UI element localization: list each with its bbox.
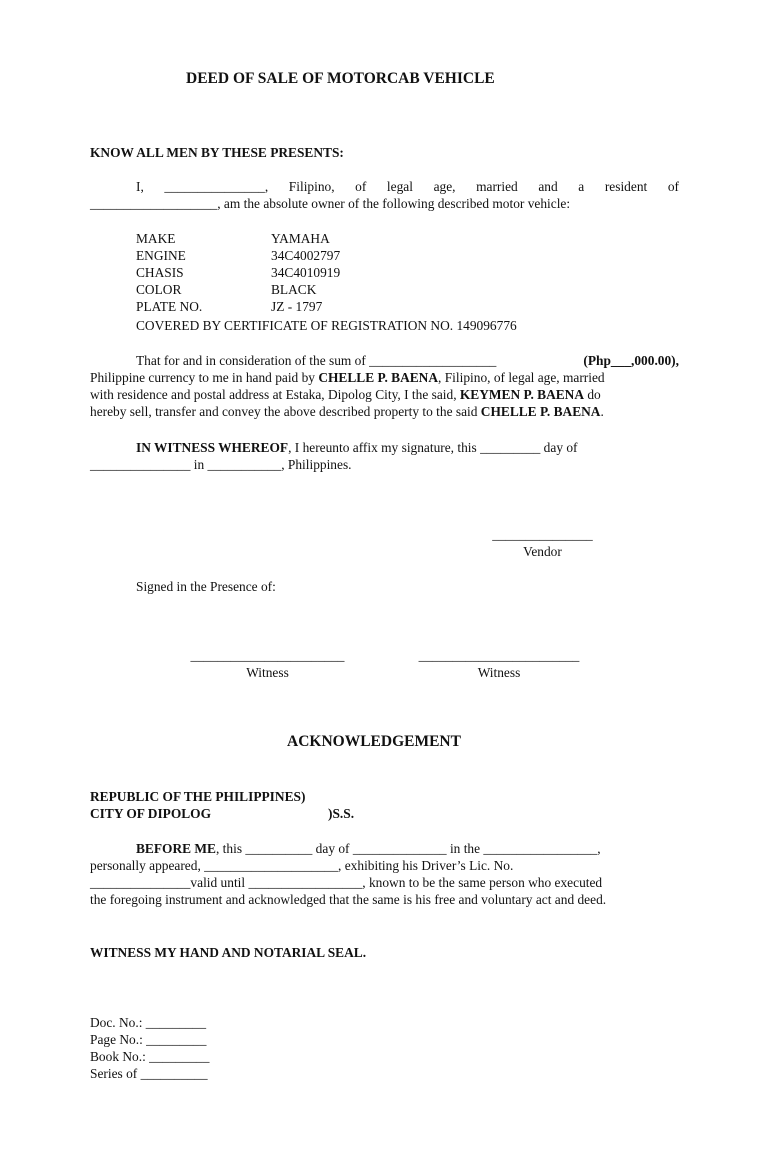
para1-line1: I, _______________, Filipino, of legal age, married and a resident of bbox=[136, 179, 679, 194]
witness-left-label: Witness bbox=[246, 665, 289, 680]
buyer-name: CHELLE P. BAENA bbox=[318, 370, 439, 385]
para2-line4-rest: . bbox=[600, 404, 604, 419]
book-no: Book No.: _________ bbox=[90, 1049, 210, 1064]
para2-line1 bbox=[136, 352, 679, 369]
php-amount: (Php___,000.00), bbox=[583, 353, 679, 368]
para3-line1-rest: , I hereunto affix my signature, this _________ day of bbox=[288, 440, 578, 455]
witness-right-line: ________________________ bbox=[418, 648, 580, 663]
witness-left-line: _______________________ bbox=[190, 648, 345, 663]
spec-value: 34C4010919 bbox=[271, 265, 341, 280]
ack-line2: personally appeared, ____________________, exhibiting his Driver’s Lic. No. bbox=[90, 858, 514, 873]
buyer-name-2: CHELLE P. BAENA bbox=[480, 404, 601, 419]
spec-label: ENGINE bbox=[136, 248, 186, 263]
spec-value: BLACK bbox=[271, 282, 317, 297]
ack-line1 bbox=[136, 840, 601, 857]
para3-line2: _______________ in ___________, Philippines. bbox=[90, 457, 352, 472]
para2-line1-text: That for and in consideration of the sum of ___________________ bbox=[136, 353, 497, 368]
seller-name: KEYMEN P. BAENA bbox=[459, 387, 585, 402]
document-title: DEED OF SALE OF MOTORCAB VEHICLE bbox=[186, 70, 495, 87]
venue-line2 bbox=[90, 805, 355, 822]
para1-line2: ___________________, am the absolute owner of the following described motor vehicle: bbox=[90, 196, 571, 211]
venue-line1: REPUBLIC OF THE PHILIPPINES) bbox=[90, 789, 306, 804]
in-witness-whereof: IN WITNESS WHEREOF bbox=[136, 440, 289, 455]
spec-label: CHASIS bbox=[136, 265, 184, 280]
para2-line4 bbox=[90, 403, 604, 420]
para2-line2-rest: , Filipino, of legal age, married bbox=[438, 370, 605, 385]
para3-line1 bbox=[136, 439, 578, 456]
para2-line3 bbox=[90, 386, 601, 403]
witness-right-label: Witness bbox=[477, 665, 521, 680]
para2-line3-text: with residence and postal address at Estaka, Dipolog City, I the said, bbox=[90, 387, 460, 402]
ack-line4: the foregoing instrument and acknowledged that the same is his free and voluntary act and deed. bbox=[90, 892, 607, 907]
spec-label: COLOR bbox=[136, 282, 182, 297]
certificate-line: COVERED BY CERTIFICATE OF REGISTRATION NO. 149096776 bbox=[136, 318, 517, 333]
signed-in-presence: Signed in the Presence of: bbox=[136, 579, 276, 594]
ack-line3: _______________valid until _________________, known to be the same person who executed bbox=[90, 875, 603, 890]
page-no: Page No.: _________ bbox=[90, 1032, 207, 1047]
venue-ss: )S.S. bbox=[328, 806, 355, 821]
before-me: BEFORE ME bbox=[136, 841, 216, 856]
para2-line4-text: hereby sell, transfer and convey the above described property to the said bbox=[90, 404, 481, 419]
acknowledgement-title: ACKNOWLEDGEMENT bbox=[287, 733, 461, 750]
spec-value: 34C4002797 bbox=[271, 248, 341, 263]
para2-line3-rest: do bbox=[584, 387, 601, 402]
ack-line1-rest: , this __________ day of ______________ in the _________________, bbox=[215, 841, 601, 856]
doc-no: Doc. No.: _________ bbox=[90, 1015, 207, 1030]
para2-line2-text: Philippine currency to me in hand paid by bbox=[90, 370, 319, 385]
intro-heading: KNOW ALL MEN BY THESE PRESENTS: bbox=[90, 145, 344, 160]
para2-line2 bbox=[90, 369, 605, 386]
spec-label: PLATE NO. bbox=[136, 299, 203, 314]
notarial-seal-line: WITNESS MY HAND AND NOTARIAL SEAL. bbox=[90, 945, 367, 960]
vendor-label: Vendor bbox=[523, 544, 562, 559]
vendor-signature-line: _______________ bbox=[492, 527, 593, 542]
venue-city: CITY OF DIPOLOG bbox=[90, 806, 212, 821]
spec-label: MAKE bbox=[136, 231, 176, 246]
spec-value: JZ - 1797 bbox=[271, 299, 323, 314]
series-of: Series of __________ bbox=[90, 1066, 208, 1081]
spec-value: YAMAHA bbox=[271, 231, 330, 246]
